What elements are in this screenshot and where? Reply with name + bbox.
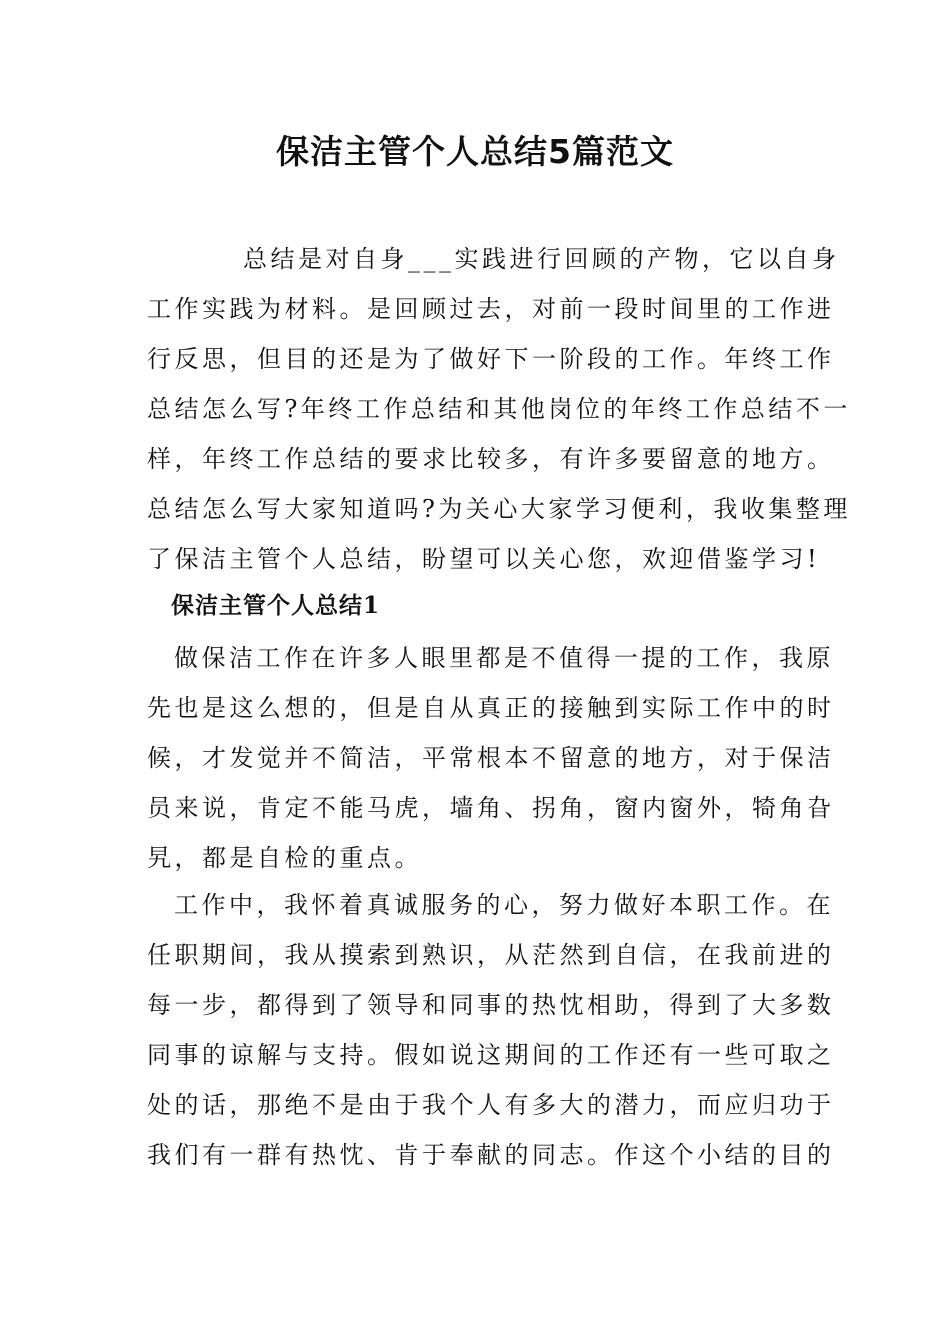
text-line: 总结怎么写大家知道吗?为关心大家学习便利，我收集整理 [147,495,851,523]
text-line: 样，年终工作总结的要求比较多，有许多要留意的地方。 [147,445,835,473]
text-line: 我们有一群有热忱、肯于奉献的同志。作这个小结的目的 [147,1141,835,1169]
text-line: 任职期间，我从摸索到熟识，从茫然到自信，在我前进的 [147,941,835,969]
text-line: 每一步，都得到了领导和同事的热忱相助，得到了大多数 [147,991,835,1019]
text-line: 员来说，肯定不能马虎，墙角、拐角，窗内窗外，犄角旮 [147,794,835,822]
text-line: 工作实践为材料。是回顾过去，对前一段时间里的工作进 [147,295,835,323]
body-paragraph [147,880,835,1180]
intro-paragraph [147,234,851,584]
text-line: 行反思，但目的还是为了做好下一阶段的工作。年终工作 [147,345,835,373]
text-line: 总结怎么写?年终工作总结和其他岗位的年终工作总结不一 [147,395,851,423]
body-paragraph [147,633,835,883]
text-line: 了保洁主管个人总结，盼望可以关心您，欢迎借鉴学习! [147,545,821,573]
text-line: 同事的谅解与支持。假如说这期间的工作还有一些可取之 [147,1041,835,1069]
text-line: 候，才发觉并不简洁，平常根本不留意的地方，对于保洁 [147,744,835,772]
document-title: 保洁主管个人总结5篇范文 [276,132,674,171]
text-line: 旯，都是自检的重点。 [147,844,422,872]
text-line: 处的话，那绝不是由于我个人有多大的潜力，而应归功于 [147,1091,835,1119]
text-line: 工作中，我怀着真诚服务的心，努力做好本职工作。在 [174,891,834,919]
text-line: 总结是对自身___实践进行回顾的产物，它以自身 [243,245,840,273]
section-heading: 保洁主管个人总结1 [171,592,381,619]
text-line: 做保洁工作在许多人眼里都是不值得一提的工作，我原 [174,644,834,672]
text-line: 先也是这么想的，但是自从真正的接触到实际工作中的时 [147,694,835,722]
